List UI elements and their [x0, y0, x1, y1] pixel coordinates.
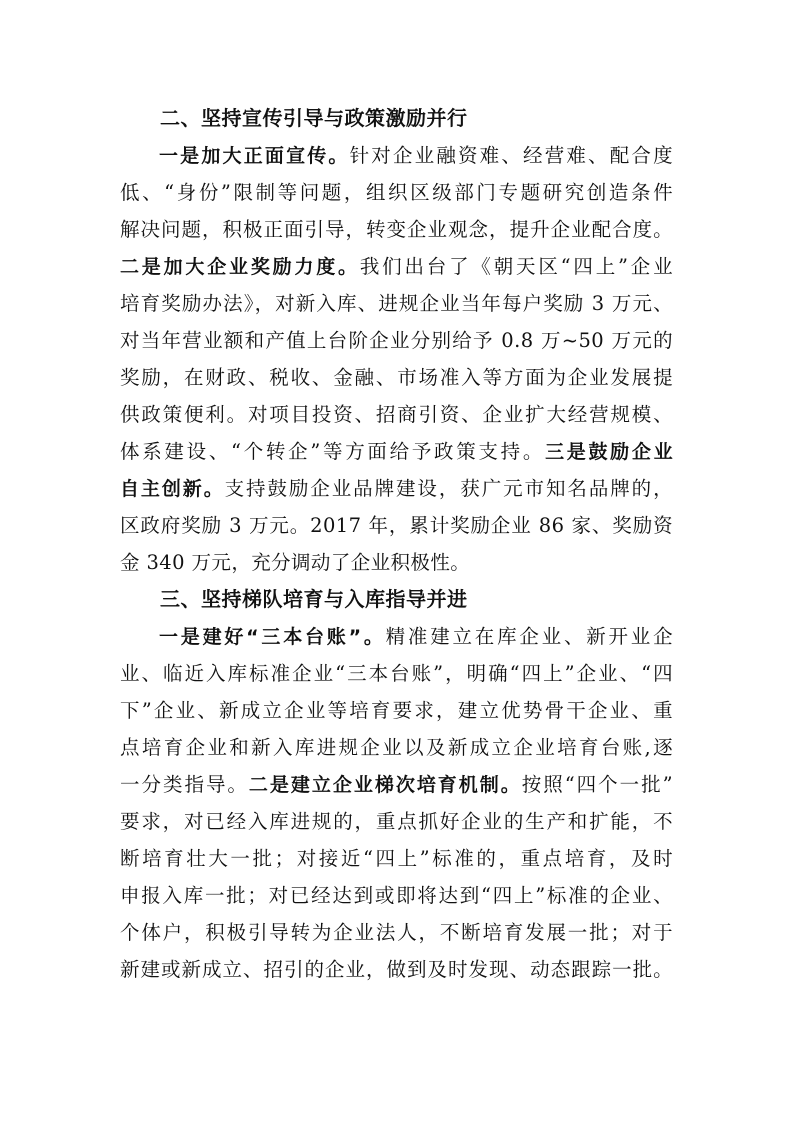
paragraph-line — [120, 877, 673, 914]
body-text: 精准建立在库企业、新开业企 — [385, 625, 673, 648]
paragraph-line — [120, 729, 673, 766]
body-text: 按照“四个一批” — [521, 773, 673, 796]
paragraph-line — [120, 322, 673, 359]
body-text: 解决问题，积极正面引导，转变企业观念，提升企业配合度。 — [120, 218, 673, 241]
body-text: 支持鼓励企业品牌建设，获广元市知名品牌的， — [224, 477, 673, 500]
body-text: 新建或新成立、招引的企业，做到及时发现、动态跟踪一批。 — [120, 958, 673, 981]
paragraph-line — [120, 396, 673, 433]
paragraph-line — [120, 248, 673, 285]
body-text: 我们出台了《朝天区“四上”企业 — [359, 255, 673, 278]
bold-lead-text: 一是建好“三本台账”。 — [159, 626, 386, 648]
paragraph-line — [120, 914, 673, 951]
paragraph-line — [120, 174, 673, 211]
body-text: 对当年营业额和产值上台阶企业分别给予 0.8 万~50 万元的 — [120, 329, 673, 352]
paragraph-line — [120, 655, 673, 692]
body-text: 针对企业融资难、经营难、配合度 — [349, 144, 673, 167]
paragraph-line — [120, 433, 673, 470]
paragraph-line — [120, 359, 673, 396]
body-text: 要求，对已经入库进规的，重点抓好企业的生产和扩能，不 — [120, 810, 673, 833]
paragraph-line — [120, 507, 673, 544]
paragraph-line — [120, 803, 673, 840]
body-text: 业、临近入库标准企业“三本台账”，明确“四上”企业、“四 — [120, 662, 673, 685]
paragraph-line — [120, 211, 673, 248]
paragraph-line — [120, 692, 673, 729]
body-text: 断培育壮大一批；对接近“四上”标准的，重点培育，及时 — [120, 847, 673, 870]
paragraph-line — [120, 137, 673, 174]
section-heading: 三、坚持梯队培育与入库指导并进 — [160, 587, 468, 611]
body-text: 供政策便利。对项目投资、招商引资、企业扩大经营规模、 — [120, 403, 673, 426]
body-text: 金 340 万元，充分调动了企业积极性。 — [120, 551, 471, 574]
body-text: 个体户，积极引导转为企业法人，不断培育发展一批；对于 — [120, 921, 673, 944]
paragraph-line — [120, 544, 673, 581]
paragraph-line — [120, 470, 673, 507]
body-text: 低、“身份”限制等问题，组织区级部门专题研究创造条件 — [120, 181, 673, 204]
body-text: 体系建设、“个转企”等方面给予政策支持。 — [120, 440, 546, 463]
bold-lead-text: 三是鼓励企业 — [545, 441, 673, 463]
bold-lead-text: 自主创新。 — [120, 478, 225, 500]
paragraph-line — [120, 951, 673, 988]
bold-lead-text: 二是加大企业奖励力度。 — [120, 256, 360, 278]
bold-lead-text: 一是加大正面宣传。 — [159, 145, 350, 167]
document-body — [120, 100, 673, 988]
body-text: 点培育企业和新入库进规企业以及新成立企业培育台账,逐 — [120, 736, 673, 759]
body-text: 培育奖励办法》，对新入库、进规企业当年每户奖励 3 万元、 — [120, 292, 673, 315]
paragraph-line — [120, 285, 673, 322]
paragraph-line — [120, 618, 673, 655]
body-text: 区政府奖励 3 万元。2017 年，累计奖励企业 86 家、奖励资 — [120, 514, 673, 537]
body-text: 奖励，在财政、税收、金融、市场准入等方面为企业发展提 — [120, 366, 673, 389]
bold-lead-text: 二是建立企业梯次培育机制。 — [248, 774, 522, 796]
paragraph-line — [120, 766, 673, 803]
body-text: 一分类指导。 — [120, 773, 249, 796]
body-text: 申报入库一批；对已经达到或即将达到“四上”标准的企业、 — [120, 884, 673, 907]
body-text: 下”企业、新成立企业等培育要求，建立优势骨干企业、重 — [120, 699, 673, 722]
paragraph-line — [120, 840, 673, 877]
section-heading: 二、坚持宣传引导与政策激励并行 — [160, 106, 468, 130]
